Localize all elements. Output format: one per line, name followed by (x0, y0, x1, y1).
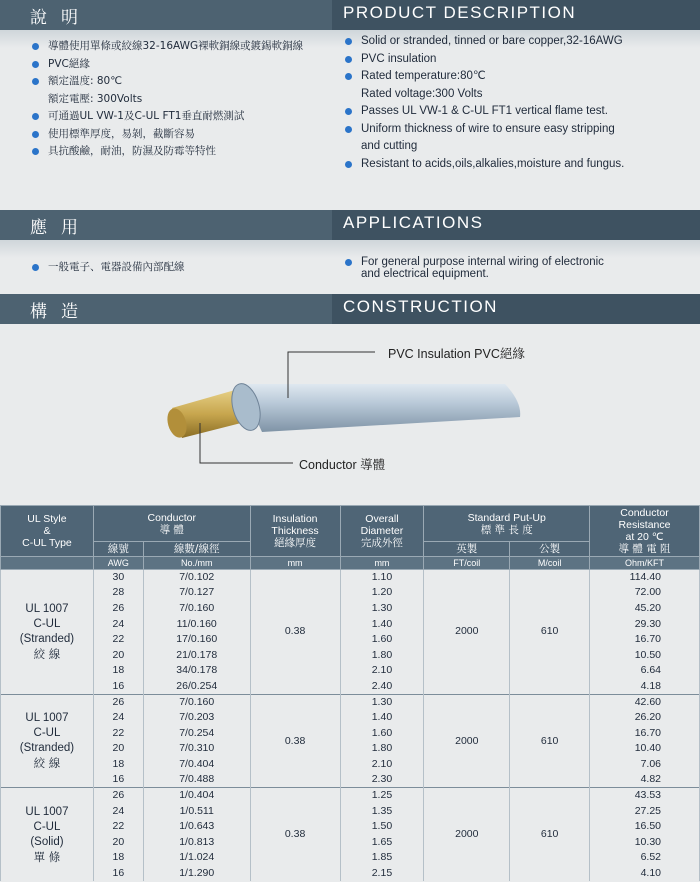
table-row (1, 616, 700, 632)
header-awg-zh: 線號 (93, 542, 143, 557)
awg-cell: 22 (93, 725, 143, 741)
awg-cell: 30 (93, 570, 143, 586)
bullet-icon (345, 108, 352, 115)
bullet-icon (32, 78, 39, 85)
diameter-cell: 1.65 (340, 835, 424, 851)
insulation-label: PVC Insulation PVC絕緣 (388, 347, 525, 361)
bullet-icon (345, 56, 352, 63)
construction-title-en: CONSTRUCTION (343, 297, 498, 316)
awg-cell: 24 (93, 616, 143, 632)
diameter-cell: 1.80 (340, 741, 424, 757)
list-item: and cutting (361, 140, 418, 152)
diameter-cell: 1.10 (340, 570, 424, 586)
list-item: 一般電子、電器設備內部配線 (30, 259, 330, 277)
strand-cell: 1/0.404 (143, 788, 250, 804)
resistance-cell: 114.40 (590, 570, 700, 586)
bullet-icon (32, 61, 39, 68)
header-ft-zh: 英製 (424, 542, 510, 557)
table-row (1, 819, 700, 835)
ft-cell: 2000 (424, 570, 510, 695)
diameter-cell: 1.60 (340, 632, 424, 648)
diameter-cell: 1.40 (340, 616, 424, 632)
table-row (1, 570, 700, 586)
resistance-cell: 43.53 (590, 788, 700, 804)
m-cell: 610 (510, 570, 590, 695)
applications-header (0, 210, 700, 240)
diameter-cell: 2.40 (340, 679, 424, 695)
list-item: 使用標準厚度，易剝，截斷容易 (30, 126, 340, 144)
thickness-cell: 0.38 (250, 570, 340, 695)
construction-title-zh: 構造 (30, 302, 92, 322)
list-item: Rated voltage:300 Volts (361, 87, 483, 100)
awg-cell: 18 (93, 850, 143, 866)
diameter-cell: 1.25 (340, 788, 424, 804)
list-item: For general purpose internal wiring of electronic and electrical equipment. (343, 256, 693, 280)
resistance-cell: 72.00 (590, 585, 700, 601)
bullet-icon (345, 126, 352, 133)
subheader-awg: AWG (93, 557, 143, 570)
conductor-label: Conductor 導體 (299, 458, 386, 472)
bullet-icon (32, 43, 39, 50)
strand-cell: 34/0.178 (143, 663, 250, 679)
table-row (1, 866, 700, 882)
awg-cell: 20 (93, 647, 143, 663)
list-item: Rated temperature:80℃ (343, 68, 693, 86)
resistance-cell: 26.20 (590, 710, 700, 726)
header-m-zh: 公製 (510, 542, 590, 557)
description-title-zh: 說明 (30, 8, 92, 28)
resistance-cell: 42.60 (590, 694, 700, 710)
table-row (1, 694, 700, 710)
list-item: Resistant to acids,oils,alkalies,moisture and fungus. (343, 156, 693, 174)
list-item: Passes UL VW-1 & C-UL FT1 vertical flame test. (343, 103, 693, 121)
strand-cell: 7/0.160 (143, 694, 250, 710)
strand-cell: 7/0.254 (143, 725, 250, 741)
header-insulation: Insulation Thickness 絕緣厚度 (250, 506, 340, 557)
strand-cell: 11/0.160 (143, 616, 250, 632)
ul-style-cell: UL 1007 C-UL (Stranded) 絞 線 (1, 570, 94, 695)
bullet-icon (32, 148, 39, 155)
resistance-cell: 16.70 (590, 632, 700, 648)
list-item: PVC絕緣 (30, 56, 340, 74)
table-row (1, 788, 700, 804)
diameter-cell: 2.10 (340, 757, 424, 773)
table-row (1, 647, 700, 663)
subheader-blank (1, 557, 94, 570)
diameter-cell: 1.80 (340, 647, 424, 663)
header-putup: Standard Put-Up 標 準 長 度 (424, 506, 590, 542)
table-row (1, 679, 700, 695)
strand-cell: 7/0.160 (143, 601, 250, 617)
bullet-icon (345, 73, 352, 80)
description-header (0, 0, 700, 30)
bullet-icon (32, 113, 39, 120)
table-row (1, 663, 700, 679)
list-item: PVC insulation (343, 51, 693, 69)
subheader-m: M/coil (510, 557, 590, 570)
ft-cell: 2000 (424, 694, 510, 788)
awg-cell: 20 (93, 835, 143, 851)
diameter-cell: 1.30 (340, 601, 424, 617)
list-item: 額定溫度: 80℃ (30, 73, 340, 91)
table-row (1, 741, 700, 757)
awg-cell: 18 (93, 663, 143, 679)
subheader-dia-unit: mm (340, 557, 424, 570)
awg-cell: 24 (93, 710, 143, 726)
table-row (1, 772, 700, 788)
strand-cell: 1/0.511 (143, 803, 250, 819)
list-item: 可通過UL VW-1及C-UL FT1垂直耐燃測試 (30, 108, 340, 126)
subheader-ins-unit: mm (250, 557, 340, 570)
resistance-cell: 4.10 (590, 866, 700, 882)
construction-header (0, 294, 700, 324)
list-item: 具抗酸鹼，耐油，防濕及防霉等特性 (30, 143, 340, 161)
awg-cell: 26 (93, 694, 143, 710)
diameter-cell: 2.10 (340, 663, 424, 679)
table-row (1, 601, 700, 617)
description-list-en (343, 33, 693, 173)
strand-cell: 7/0.127 (143, 585, 250, 601)
ul-style-cell: UL 1007 C-UL (Solid) 單 條 (1, 788, 94, 882)
diameter-cell: 1.20 (340, 585, 424, 601)
resistance-cell: 10.30 (590, 835, 700, 851)
strand-cell: 7/0.203 (143, 710, 250, 726)
applications-title-en: APPLICATIONS (343, 213, 484, 232)
awg-cell: 26 (93, 788, 143, 804)
table-row (1, 757, 700, 773)
strand-cell: 1/1.290 (143, 866, 250, 882)
diameter-cell: 1.35 (340, 803, 424, 819)
resistance-cell: 29.30 (590, 616, 700, 632)
bullet-icon (32, 131, 39, 138)
insulation-jacket (240, 384, 520, 432)
list-item: 導體使用單條或絞線32-16AWG裸軟銅線或鍍錫軟銅線 (30, 38, 340, 56)
description-list-zh (30, 38, 340, 161)
spec-table (0, 505, 700, 881)
m-cell: 610 (510, 694, 590, 788)
table-row (1, 803, 700, 819)
resistance-cell: 45.20 (590, 601, 700, 617)
bullet-icon (32, 264, 39, 271)
bullet-icon (345, 38, 352, 45)
strand-cell: 7/0.310 (143, 741, 250, 757)
applications-list-en (343, 256, 693, 280)
resistance-cell: 6.64 (590, 663, 700, 679)
table-row (1, 835, 700, 851)
bullet-icon (345, 259, 352, 266)
strand-cell: 1/0.813 (143, 835, 250, 851)
list-item: Uniform thickness of wire to ensure easy stripping (343, 121, 693, 139)
ft-cell: 2000 (424, 788, 510, 882)
table-row (1, 585, 700, 601)
header-no-zh: 線數/線徑 (143, 542, 250, 557)
awg-cell: 28 (93, 585, 143, 601)
awg-cell: 22 (93, 632, 143, 648)
list-item: 額定電壓: 300Volts (48, 92, 143, 105)
awg-cell: 22 (93, 819, 143, 835)
strand-cell: 1/0.643 (143, 819, 250, 835)
table-row (1, 632, 700, 648)
diameter-cell: 1.40 (340, 710, 424, 726)
strand-cell: 7/0.102 (143, 570, 250, 586)
diameter-cell: 2.30 (340, 772, 424, 788)
awg-cell: 26 (93, 601, 143, 617)
applications-list-zh (30, 259, 330, 277)
header-style: UL Style & C-UL Type (1, 506, 94, 557)
strand-cell: 1/1.024 (143, 850, 250, 866)
thickness-cell: 0.38 (250, 788, 340, 882)
awg-cell: 18 (93, 757, 143, 773)
ul-style-cell: UL 1007 C-UL (Stranded) 絞 線 (1, 694, 94, 788)
resistance-cell: 27.25 (590, 803, 700, 819)
resistance-cell: 16.70 (590, 725, 700, 741)
table-row (1, 725, 700, 741)
awg-cell: 16 (93, 772, 143, 788)
applications-title-zh: 應用 (30, 218, 92, 238)
strand-cell: 26/0.254 (143, 679, 250, 695)
diameter-cell: 1.30 (340, 694, 424, 710)
header-resistance: Conductor Resistance at 20 ℃ 導 體 電 阻 (590, 506, 700, 557)
strand-cell: 17/0.160 (143, 632, 250, 648)
subheader-no: No./mm (143, 557, 250, 570)
diameter-cell: 1.85 (340, 850, 424, 866)
subheader-res-unit: Ohm/KFT (590, 557, 700, 570)
description-title-en: PRODUCT DESCRIPTION (343, 3, 577, 22)
awg-cell: 24 (93, 803, 143, 819)
header-conductor: Conductor 導 體 (93, 506, 250, 542)
resistance-cell: 10.50 (590, 647, 700, 663)
header-diameter: Overall Diameter 完成外徑 (340, 506, 424, 557)
bullet-icon (345, 161, 352, 168)
resistance-cell: 16.50 (590, 819, 700, 835)
diameter-cell: 2.15 (340, 866, 424, 882)
strand-cell: 7/0.488 (143, 772, 250, 788)
strand-cell: 21/0.178 (143, 647, 250, 663)
diameter-cell: 1.50 (340, 819, 424, 835)
resistance-cell: 10.40 (590, 741, 700, 757)
strand-cell: 7/0.404 (143, 757, 250, 773)
resistance-cell: 6.52 (590, 850, 700, 866)
table-row (1, 850, 700, 866)
m-cell: 610 (510, 788, 590, 882)
resistance-cell: 4.18 (590, 679, 700, 695)
thickness-cell: 0.38 (250, 694, 340, 788)
construction-diagram (0, 322, 700, 497)
diameter-cell: 1.60 (340, 725, 424, 741)
list-item: Solid or stranded, tinned or bare copper,32-16AWG (343, 33, 693, 51)
resistance-cell: 7.06 (590, 757, 700, 773)
awg-cell: 16 (93, 866, 143, 882)
table-row (1, 710, 700, 726)
awg-cell: 20 (93, 741, 143, 757)
resistance-cell: 4.82 (590, 772, 700, 788)
awg-cell: 16 (93, 679, 143, 695)
subheader-ft: FT/coil (424, 557, 510, 570)
